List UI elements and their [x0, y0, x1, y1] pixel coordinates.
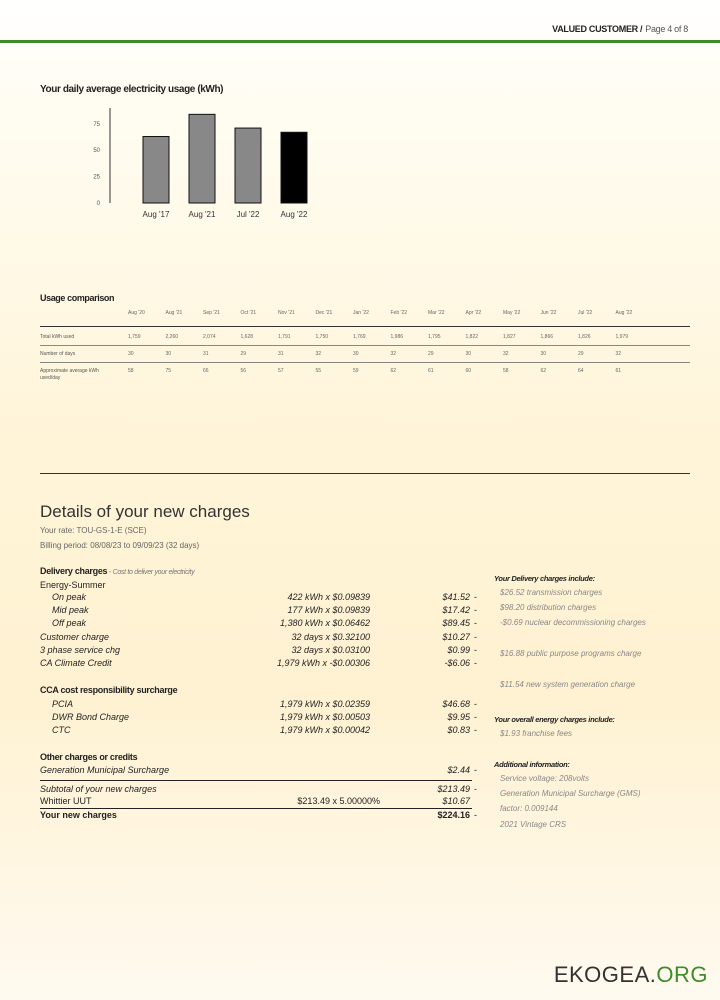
charge-label: CTC [52, 725, 71, 735]
sidebar-item-text: -$0.69 nuclear decommissioning charges [500, 618, 646, 627]
sidebar-item-text: $26.52 transmission charges [500, 588, 603, 597]
table-cell: 30 [353, 351, 359, 357]
y-tick-label: 75 [93, 121, 100, 128]
sidebar-item-text: $1.93 franchise fees [500, 729, 573, 738]
sidebar-list-item [500, 786, 660, 816]
bullet-dash: - [474, 618, 477, 628]
charge-calc: 1,979 kWh x -$0.00306 [276, 658, 370, 668]
charge-calc: 1,979 kWh x $0.00042 [279, 725, 370, 735]
charge-calc: 32 days x $0.32100 [291, 632, 370, 642]
table-cell: 60 [465, 368, 472, 374]
bullet-dash: - [474, 645, 477, 655]
bullet-dash: - [474, 810, 477, 820]
sidebar-list-item [500, 677, 660, 692]
charge-label: DWR Bond Charge [52, 712, 130, 722]
charge-calc: 1,979 kWh x $0.02359 [279, 699, 370, 709]
sidebar-list-item [500, 817, 660, 832]
subtotal-amount: $213.49 [437, 784, 470, 794]
bullet-dash: - [474, 632, 477, 642]
tax-amount: $10.67 [442, 796, 470, 806]
chart-title: Your daily average electricity usage (kWh) [40, 84, 224, 95]
table-cell: Aug '21 [165, 310, 183, 316]
bullet-dash: - [474, 699, 477, 709]
bullet-dash: - [474, 784, 477, 794]
table-cell: 32 [503, 351, 509, 357]
charge-amount: $17.42 [442, 605, 470, 615]
charge-amount: $9.95 [447, 712, 470, 722]
bar [189, 114, 215, 203]
table-cell: 30 [540, 351, 547, 357]
table-cell: 2,260 [165, 334, 179, 340]
subtotal-row [40, 784, 477, 796]
tax-calc: $213.49 x 5.00000% [297, 796, 380, 806]
bullet-dash: - [474, 765, 477, 775]
sidebar-item-text: $98.20 distribution charges [500, 603, 597, 612]
table-cell: 1,628 [240, 334, 254, 340]
charge-amount: $10.27 [442, 632, 470, 642]
table-cell: 64 [578, 368, 584, 374]
table-cell: 66 [203, 368, 209, 374]
page-header [552, 24, 688, 34]
charge-line [40, 765, 477, 777]
table-cell: Apr '22 [465, 310, 482, 316]
x-tick-label: Aug '17 [142, 210, 170, 219]
ekogea-logo: EKOGEA.ORG [553, 962, 708, 987]
table-cell: Aug '22 [615, 310, 633, 316]
table-cell: 61 [428, 368, 434, 374]
total-row [40, 810, 477, 822]
energy-includes-heading: Your overall energy charges include: [494, 715, 615, 724]
charge-amount: -$6.06 [444, 658, 470, 668]
x-tick-label: Aug '22 [280, 210, 308, 219]
billing-period: Billing period: 08/08/23 to 09/09/23 (32 days) [40, 541, 200, 550]
table-cell: Feb '22 [390, 310, 408, 316]
charge-calc: 177 kWh x $0.09839 [287, 605, 370, 615]
table-header-row [40, 306, 690, 328]
table-cell: Jan '22 [353, 310, 369, 316]
charge-label: Off peak [52, 618, 87, 628]
rate-info: Your rate: TOU-GS-1-E (SCE) [40, 526, 147, 535]
row-label: Total kWh used [40, 334, 75, 340]
table-cell: 1,822 [465, 334, 479, 340]
charge-amount: $0.99 [447, 645, 470, 655]
table-cell: 56 [240, 368, 247, 374]
tax-row [40, 796, 470, 808]
sidebar-list-item [500, 615, 660, 630]
charge-label: Mid peak [52, 605, 89, 615]
charge-calc: 422 kWh x $0.09839 [287, 592, 370, 602]
usage-bar-chart [80, 98, 340, 228]
table-cell: 2,074 [203, 334, 216, 340]
subtotal-rule [40, 780, 472, 781]
charge-line [40, 658, 477, 670]
table-cell: 30 [465, 351, 472, 357]
table-cell: 1,826 [578, 334, 591, 340]
table-row [40, 347, 690, 363]
charge-amount: $46.68 [442, 699, 470, 709]
charge-label: PCIA [52, 699, 74, 709]
tax-label: Whittier UUT [40, 796, 92, 806]
sidebar-list-item [500, 646, 660, 661]
charge-line [40, 632, 477, 644]
table-rule [40, 326, 690, 327]
charge-line [40, 618, 477, 630]
table-cell: 32 [315, 351, 322, 357]
table-cell: 29 [240, 351, 247, 357]
table-cell: Sep '21 [203, 310, 220, 316]
table-cell: 55 [315, 368, 322, 374]
details-title: Details of your new charges [40, 502, 250, 521]
table-cell: Mar '22 [428, 310, 445, 316]
table-cell: Aug '20 [128, 310, 145, 316]
charge-amount: $41.52 [442, 592, 470, 602]
charge-line [40, 712, 477, 724]
bullet-dash: - [474, 592, 477, 602]
table-cell: 59 [353, 368, 359, 374]
table-cell: 30 [128, 351, 134, 357]
section-divider [40, 473, 690, 474]
bullet-dash: - [474, 605, 477, 615]
table-cell: 58 [128, 368, 134, 374]
table-cell: 29 [578, 351, 584, 357]
charge-amount: $2.44 [447, 765, 470, 775]
table-cell: 1,979 [615, 334, 629, 340]
table-cell: 1,795 [428, 334, 441, 340]
table-cell: Nov '21 [278, 310, 295, 316]
additional-info-heading: Additional information: [494, 760, 570, 769]
sidebar-list-item [500, 771, 660, 786]
sidebar-item-text: 2021 Vintage CRS [500, 820, 567, 829]
energy-summer-label: Energy-Summer [40, 580, 106, 590]
charge-label: On peak [52, 592, 87, 602]
table-cell: 32 [615, 351, 622, 357]
sidebar-item-text: $16.88 public purpose programs charge [500, 649, 642, 658]
charge-calc: 1,380 kWh x $0.06462 [279, 618, 370, 628]
total-amount: $224.16 [437, 810, 470, 820]
table-cell: 29 [428, 351, 434, 357]
charge-label: Customer charge [40, 632, 110, 642]
table-cell: 30 [165, 351, 172, 357]
usage-comparison-title: Usage comparison [40, 293, 115, 303]
table-cell: Jun '22 [540, 310, 557, 316]
bar [281, 132, 307, 203]
table-cell: 1,866 [540, 334, 554, 340]
table-cell: 32 [390, 351, 397, 357]
y-tick-label: 25 [93, 174, 100, 181]
y-tick-label: 50 [93, 148, 100, 155]
delivery-includes-heading: Your Delivery charges include: [494, 574, 595, 583]
table-row [40, 364, 690, 380]
charge-line [40, 592, 477, 604]
table-cell: May '22 [503, 310, 521, 316]
table-cell: 61 [615, 368, 622, 374]
charge-amount: $0.83 [447, 725, 470, 735]
table-cell: 1,759 [128, 334, 141, 340]
bullet-dash: - [474, 712, 477, 722]
bullet-dash: - [474, 658, 477, 668]
subtotal-label: Subtotal of your new charges [40, 784, 157, 794]
table-cell: 62 [540, 368, 547, 374]
sidebar-item-text: $11.54 new system generation charge [500, 680, 636, 689]
charge-amount: $89.45 [442, 618, 470, 628]
charge-line [40, 645, 477, 657]
bar [235, 128, 261, 203]
table-cell: 62 [390, 368, 397, 374]
table-cell: 31 [278, 351, 284, 357]
row-label: Number of days [40, 351, 76, 357]
table-cell: 1,769 [353, 334, 366, 340]
table-cell: Jul '22 [578, 310, 593, 316]
sidebar-list-item [500, 585, 660, 600]
other-charges-heading: Other charges or credits [40, 752, 138, 762]
charge-line [40, 699, 477, 711]
charge-label: CA Climate Credit [40, 658, 112, 668]
bar [143, 137, 169, 204]
total-label: Your new charges [40, 810, 117, 820]
table-rule [40, 362, 690, 363]
sidebar-item-text: Generation Municipal Surcharge (GMS) factor: 0.009144 [500, 789, 641, 813]
header-rule [0, 40, 720, 43]
charge-line [40, 605, 477, 617]
charge-calc: 1,979 kWh x $0.00503 [279, 712, 370, 722]
sidebar-list-item [500, 726, 660, 741]
y-tick-label: 0 [96, 201, 100, 207]
table-cell: Oct '21 [240, 310, 257, 316]
table-rule [40, 345, 690, 346]
table-cell: 1,791 [278, 334, 291, 340]
charge-label: 3 phase service chg [40, 645, 121, 655]
total-rule [40, 808, 472, 809]
x-tick-label: Aug '21 [188, 210, 216, 219]
x-tick-label: Jul '22 [236, 210, 260, 219]
delivery-charges-heading: Delivery charges - Cost to deliver your electricity [40, 566, 195, 576]
charge-calc: 32 days x $0.03100 [291, 645, 370, 655]
table-cell: 75 [165, 368, 172, 374]
table-row [40, 330, 690, 346]
sidebar-list-item [500, 600, 660, 615]
table-cell: 31 [203, 351, 209, 357]
customer-name: VALUED CUSTOMER / [552, 24, 643, 34]
page-number: Page 4 of 8 [645, 24, 688, 34]
charge-label: Generation Municipal Surcharge [40, 765, 170, 775]
table-cell: 58 [503, 368, 509, 374]
table-cell: Dec '21 [315, 310, 333, 316]
sidebar-item-text: Service voltage: 208volts [500, 774, 589, 783]
table-cell: 57 [278, 368, 284, 374]
table-cell: 1,827 [503, 334, 516, 340]
table-cell: 1,986 [390, 334, 404, 340]
bullet-dash: - [474, 725, 477, 735]
table-cell: 1,750 [315, 334, 329, 340]
energy-summer-row [40, 580, 470, 592]
cca-heading: CCA cost responsibility surcharge [40, 685, 178, 695]
charge-line [40, 725, 477, 737]
row-label: Approximate average kWh used/day [40, 368, 99, 381]
